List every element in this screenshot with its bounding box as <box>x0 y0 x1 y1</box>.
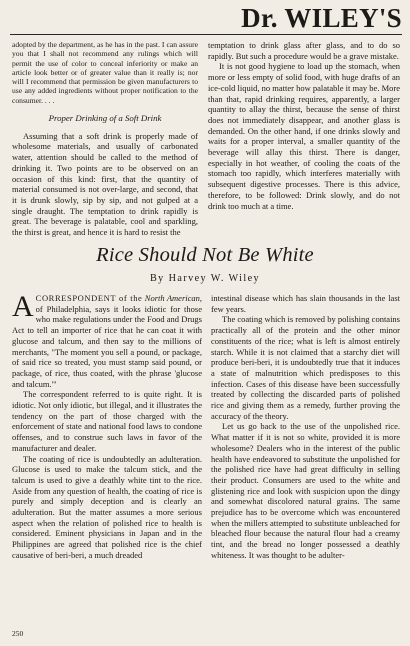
correspondent-paragraph: The correspondent referred to is quite right. It is idiotic. Not only idiotic, but illegal, and it illustrates the tendency on the part of those charged with the enforcement of state and national food laws to condone offenses, and to construe such laws in favor of the manufacturer and dealer. <box>12 389 202 453</box>
polishing-paragraph: The coating which is removed by polishing contains practically all of the protein and the other minor constituents of the rice; what is left is almost entirely starch. While it is not claimed that a starchy diet will produce beri-beri, it is undoubtedly true that it induces a state of malnutrition which predisposes to this infection. Cases of this disease have been successfully treated by collecting the discarded parts of polished rice and giving them as a remedy, further proving the accuracy of the theory. <box>211 314 400 421</box>
running-head: Dr. WILEY'S <box>241 3 402 33</box>
unpolished-rice-paragraph: Let us go back to the use of the unpolished rice. What matter if it is not so white, provided it is more wholesome? Dealers who in the interest of the public health have endeavored to substitute the unpolished for the polished rice have had great difficulty in selling their product. Consumers are used to the white and glistening rice and look with suspicion upon the dingy and somewhat discolored natural grains. The same prejudice has to be overcome which was encountered when the millers attempted to substitute unbleached for bleached flour because the natural flour had a creamy tint, and the bread no longer possessed a deathly whiteness. It was thought to be adulter- <box>211 421 400 560</box>
soft-drink-paragraph: Assuming that a soft drink is properly made of wholesome materials, and usually of carbonated water, attention should be called to the method of drinking it. Two points are to be observed on an occasion of this kind: first, that the quantity of material consumed is not over-large, and second, that it is drunk slowly, sip by sip, and not gulped at a single draught. The temptation to drink rapidly is great. The beverage is palatable, cool and sparkling, the thirst is great, and hence it is hard to resist the <box>12 130 198 238</box>
top-left-column <box>12 40 198 238</box>
soft-drink-continuation: temptation to drink glass after glass, and to do so rapidly. But such a procedure would be a grave mistake. <box>208 40 400 61</box>
page-number: 250 <box>12 629 24 638</box>
drop-cap: A <box>12 290 34 323</box>
article-title: Rice Should Not Be White <box>96 244 314 266</box>
newspaper-name: North American <box>144 293 200 303</box>
article-lead-paragraph <box>12 290 203 389</box>
top-right-column <box>208 40 400 211</box>
article-left-column <box>12 290 203 561</box>
quoted-letter-paragraph: adopted by the department, as he has in the past. I can assure you that I shall not recommend any rulings which will permit the use of color to conceal inferiority or make an article look better or of greater value than it really is; nor will I recommend that permission be given manufacturers to use any added ingredients without proper notification to the consumer. . . . <box>12 40 198 105</box>
lead-rest-text: , of Philadelphia, says it looks idiotic for those who make regulations under the Food and Drugs Act to tell an importer of rice that he can coat it with glucose and talcum, and then say to the millions of merchants, "The moment you sell a pound, or package, of said rice so treated, you must stamp said pound, or package, of rice, thus coated, with the phrase 'glucose and talcum.'" <box>12 293 203 389</box>
hygiene-paragraph: It is not good hygiene to load up the stomach, when more or less empty of solid food, with huge drafts of an ice-cold liquid, no matter how palatable it may be. More than that, rapid drinking requires, apparently, a larger quantity to allay the thirst, because the sense of thirst does not immediately disappear, and another glass is demanded. On the other hand, if one drinks slowly and waits for a proper interval, a smaller quantity of the beverage will allay this thirst. There is danger, especially in hot weather, of cooling the coats of the stomach too rapidly, which interferes materially with subsequent digestive processes. There is this advice, therefore, to be followed: Drink slowly, and do not drink too much at a time. <box>208 61 400 211</box>
beri-beri-continuation: intestinal disease which has slain thousands in the last few years. <box>211 293 400 314</box>
article-right-column <box>211 293 400 561</box>
coating-paragraph: The coating of rice is undoubtedly an adulteration. Glucose is used to make the talcum stick, and the talcum is used to give a deathly white tint to the rice. Aside from any question of health, the coating of rice is purely and simply deception and is clearly an adulteration. But the matter assumes a more serious aspect when the relation of polished rice to health is considered. Eminent physicians in Japan and in the Philippines are agreed that polished rice is the chief causative of beri-beri, a much dreaded <box>12 453 202 560</box>
header-rule <box>10 34 402 35</box>
lead-caps-text: CORRESPONDENT of the <box>35 293 143 303</box>
section-subheading: Proper Drinking of a Soft Drink <box>48 113 162 124</box>
article-byline: By Harvey W. Wiley <box>149 273 261 284</box>
